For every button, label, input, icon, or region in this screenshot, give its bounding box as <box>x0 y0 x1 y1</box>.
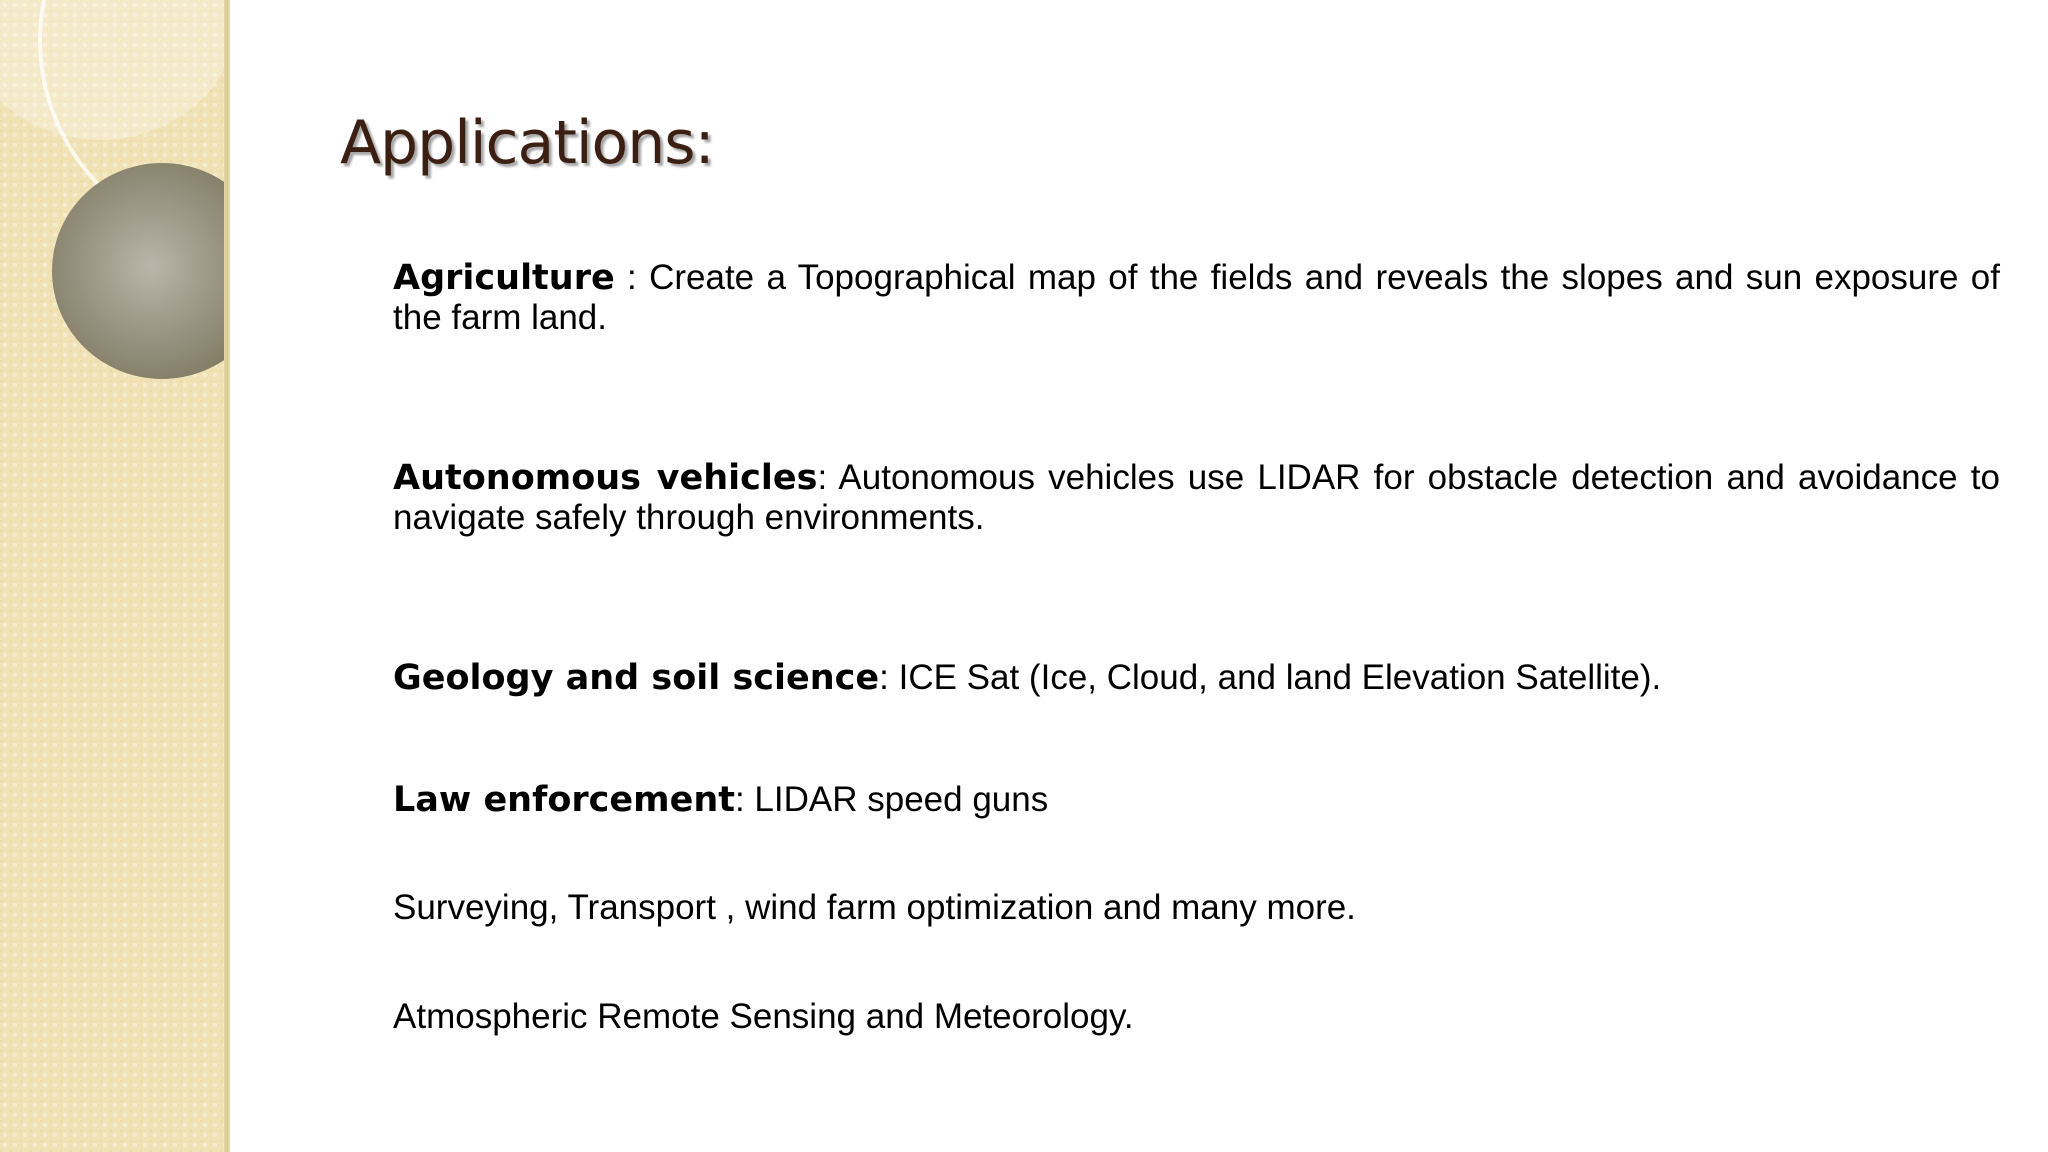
application-item-law-enforcement <box>393 780 2000 820</box>
application-description: Autonomous vehicles use LIDAR for obstacle detection and avoidance to navigate safely through environments. <box>393 458 2000 537</box>
application-term: Agriculture <box>393 258 615 298</box>
application-item-atmospheric <box>393 997 2000 1037</box>
application-description: LIDAR speed guns <box>754 780 1049 819</box>
application-term: Geology and soil science <box>393 658 880 698</box>
application-separator: : <box>879 658 899 697</box>
application-separator: : <box>734 780 755 819</box>
application-item-surveying <box>393 888 2000 928</box>
application-description: Surveying, Transport , wind farm optimization and many more. <box>393 888 1356 927</box>
applications-list <box>393 258 2000 1037</box>
slide-title: Applications: <box>340 108 714 178</box>
application-separator: : <box>817 458 839 497</box>
decorative-sphere <box>52 163 228 379</box>
application-separator: : <box>614 258 650 297</box>
application-item-geology <box>393 658 2000 698</box>
application-description: Atmospheric Remote Sensing and Meteorology. <box>393 997 1134 1036</box>
application-term: Autonomous vehicles <box>393 458 818 498</box>
application-item-agriculture <box>393 258 2000 338</box>
side-panel-edge <box>224 0 230 1152</box>
decorative-side-panel <box>0 0 228 1152</box>
application-description: Create a Topographical map of the fields and reveals the slopes and sun exposure of the farm land. <box>393 258 2000 337</box>
application-term: Law enforcement <box>393 780 735 820</box>
application-item-autonomous-vehicles <box>393 458 2000 538</box>
application-description: ICE Sat (Ice, Cloud, and land Elevation Satellite). <box>898 658 1662 697</box>
